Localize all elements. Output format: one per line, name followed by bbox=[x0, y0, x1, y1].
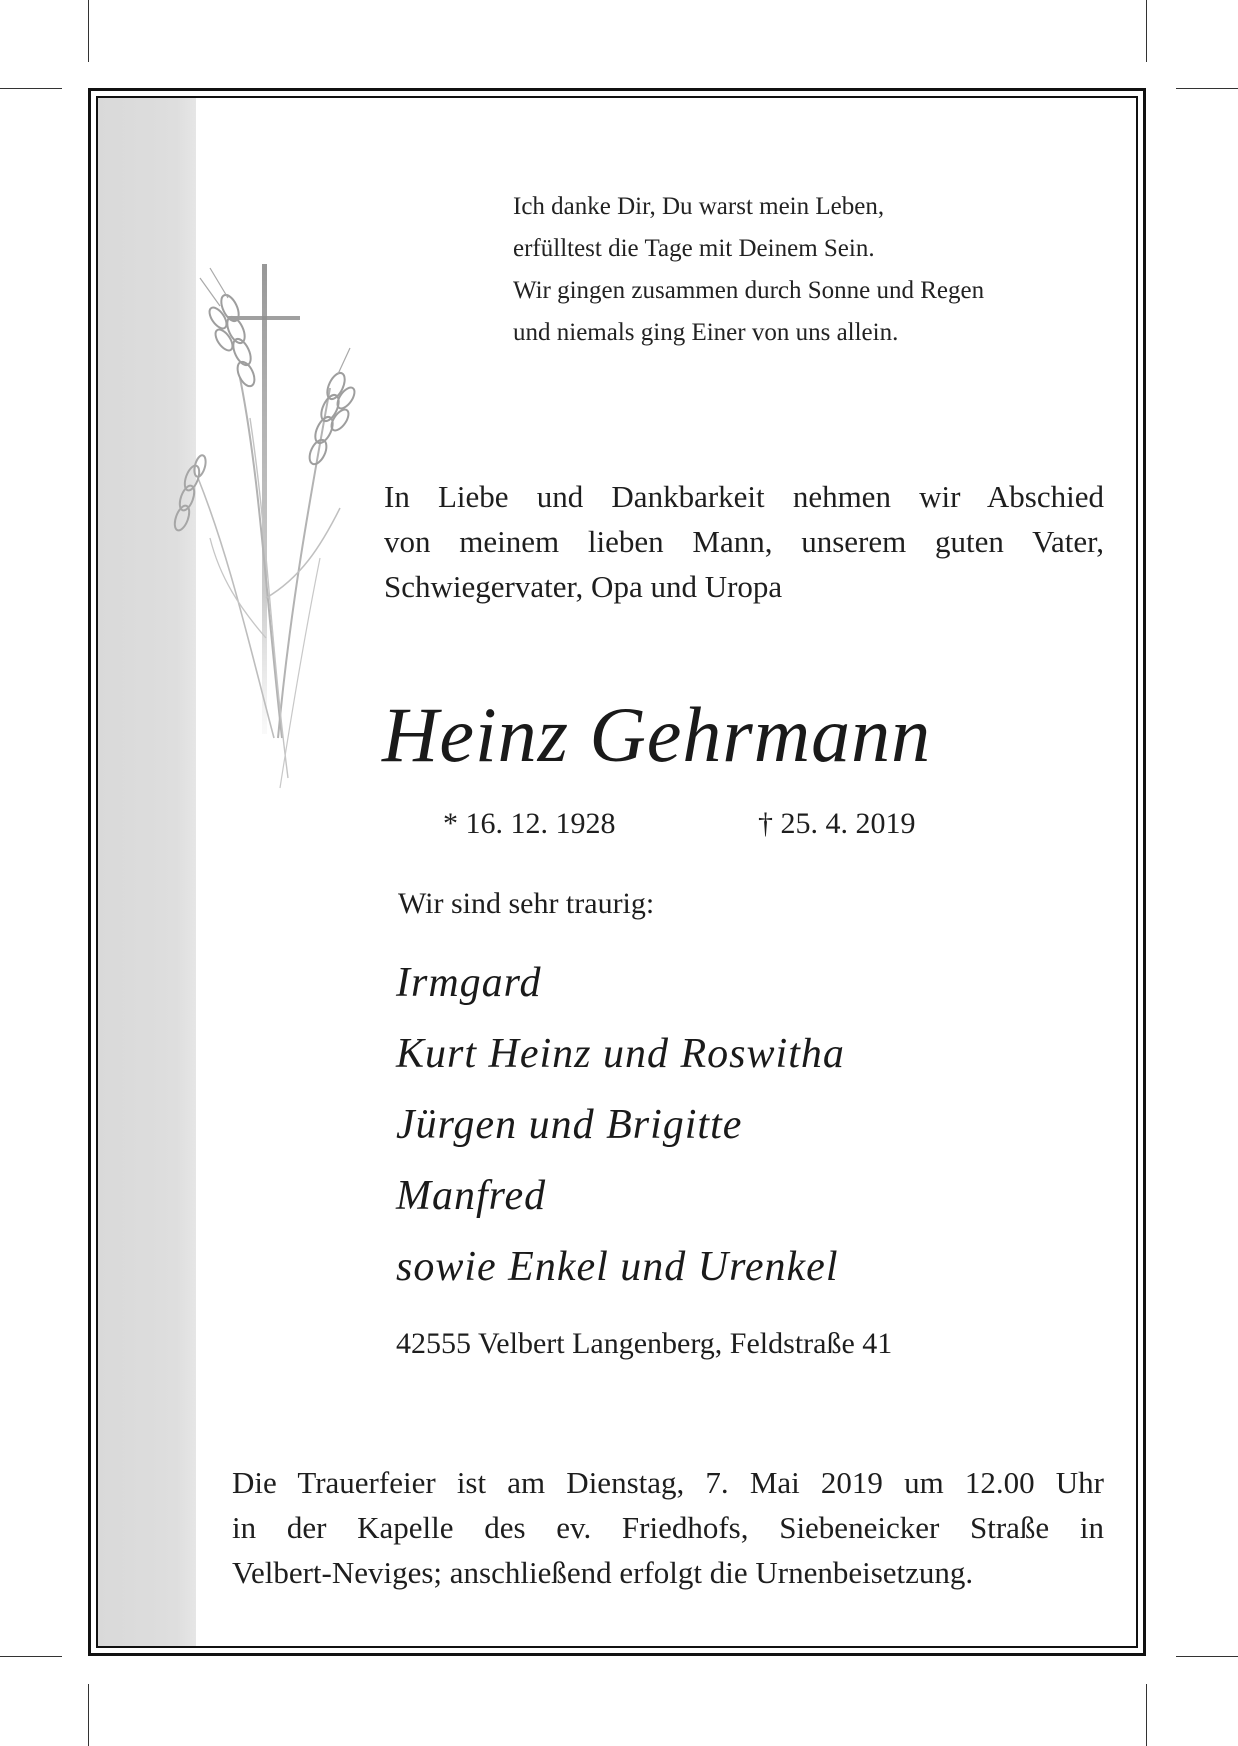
funeral-notice bbox=[232, 1460, 1104, 1595]
mourners-list bbox=[396, 948, 845, 1303]
intro-line: In Liebe und Dankbarkeit nehmen wir Abschied bbox=[384, 479, 1104, 514]
crop-mark-bottom-left-vertical bbox=[88, 1684, 89, 1746]
cross-with-wheat-icon bbox=[170, 178, 380, 818]
crop-mark-top-right-vertical bbox=[1146, 0, 1147, 62]
mourner-name: Irmgard bbox=[396, 960, 542, 1006]
mourner-name: Kurt Heinz und Roswitha bbox=[396, 1031, 845, 1077]
crop-mark-bottom-left-horizontal bbox=[0, 1656, 62, 1657]
crop-mark-bottom-right-horizontal bbox=[1176, 1656, 1238, 1657]
mourner-name: sowie Enkel und Urenkel bbox=[396, 1244, 839, 1290]
death-date: † 25. 4. 2019 bbox=[758, 807, 916, 840]
crop-mark-top-right-horizontal bbox=[1176, 88, 1238, 89]
crop-mark-bottom-right-vertical bbox=[1146, 1684, 1147, 1746]
mourner-name: Jürgen und Brigitte bbox=[396, 1102, 743, 1148]
poem-line: Wir gingen zusammen durch Sonne und Regen bbox=[513, 277, 985, 304]
birth-date: * 16. 12. 1928 bbox=[443, 807, 616, 840]
farewell-intro bbox=[384, 474, 1104, 609]
funeral-line: in der Kapelle des ev. Friedhofs, Siebeneicker Straße in bbox=[232, 1510, 1104, 1545]
mourners-intro: Wir sind sehr traurig: bbox=[398, 887, 655, 920]
poem-line: Ich danke Dir, Du warst mein Leben, bbox=[513, 193, 885, 220]
funeral-line: Die Trauerfeier ist am Dienstag, 7. Mai 2019 um 12.00 Uhr bbox=[232, 1465, 1104, 1500]
address: 42555 Velbert Langenberg, Feldstraße 41 bbox=[396, 1327, 893, 1360]
mourner-name: Manfred bbox=[396, 1173, 547, 1219]
crop-mark-top-left-vertical bbox=[88, 0, 89, 62]
poem-block bbox=[513, 186, 984, 354]
poem-line: erfülltest die Tage mit Deinem Sein. bbox=[513, 235, 875, 262]
intro-line: Schwiegervater, Opa und Uropa bbox=[384, 569, 783, 604]
deceased-name: Heinz Gehrmann bbox=[382, 691, 932, 778]
crop-mark-top-left-horizontal bbox=[0, 88, 62, 89]
poem-line: und niemals ging Einer von uns allein. bbox=[513, 319, 899, 346]
intro-line: von meinem lieben Mann, unserem guten Vater, bbox=[384, 524, 1104, 559]
funeral-line: Velbert-Neviges; anschließend erfolgt die Urnenbeisetzung. bbox=[232, 1555, 974, 1590]
